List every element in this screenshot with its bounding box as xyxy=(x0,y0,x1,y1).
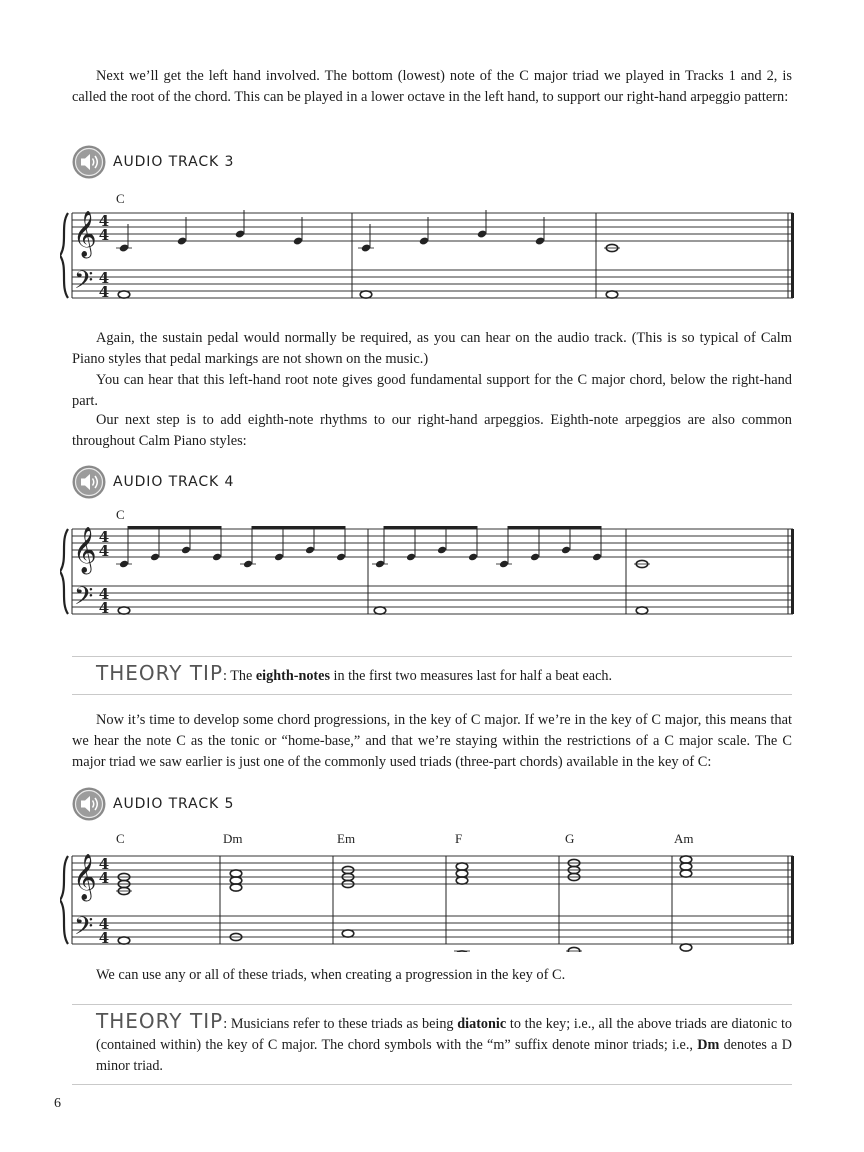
bass-clef-icon: 𝄢 xyxy=(74,582,94,617)
audio-track-3[interactable] xyxy=(72,144,234,180)
time-signature-bottom: 4 xyxy=(98,542,110,560)
whole-note xyxy=(680,944,692,951)
theory-tip-box xyxy=(72,1004,792,1085)
chord-symbol: G xyxy=(565,831,575,846)
intro-paragraph: Next we’ll get the left hand involved. The bottom (lowest) note of the C major triad we played in Tracks 1 and 2, is called the root of the chord. This can be played in a lower octave in the left hand, to support our right-hand arpeggio pattern: xyxy=(72,68,792,105)
whole-note xyxy=(230,870,242,877)
time-signature-bottom: 4 xyxy=(98,283,110,301)
time-signature-bottom: 4 xyxy=(98,929,110,947)
treble-clef-icon: 𝄞 xyxy=(73,854,97,900)
bass-clef-icon: 𝄢 xyxy=(74,912,94,947)
audio-track-5[interactable] xyxy=(72,786,234,822)
whole-note xyxy=(636,607,648,614)
beam xyxy=(508,526,602,529)
tip-text: in the first two measures last for half a beat each. xyxy=(329,668,613,684)
whole-note xyxy=(360,291,372,298)
chord-symbol: C xyxy=(116,191,125,206)
music-score-track-4 xyxy=(60,502,800,620)
chord-symbol: C xyxy=(116,831,125,846)
whole-note xyxy=(606,291,618,298)
tip-text: to the key; i.e., all the above triads are diatonic to (contained within) the key of C major. The chord symbols with the “m” suffix denote minor triads; i.e., xyxy=(96,1016,792,1053)
grand-staff-brace xyxy=(60,856,68,944)
final-barline-thick xyxy=(791,529,794,614)
track-label: AUDIO TRACK 5 xyxy=(113,796,235,812)
whole-note xyxy=(374,607,386,614)
whole-note xyxy=(680,863,692,870)
whole-note xyxy=(118,291,130,298)
beam xyxy=(252,526,346,529)
beam xyxy=(384,526,478,529)
audio-track-4[interactable] xyxy=(72,464,234,500)
whole-note xyxy=(230,884,242,891)
time-signature-top: 4 xyxy=(98,269,110,287)
body-paragraph: Again, the sustain pedal would normally be required, as you can hear on the audio track. (This is so typical of Calm Piano styles that pedal markings are not shown on the music.) xyxy=(72,330,792,367)
beam xyxy=(128,526,222,529)
tip-colon: : xyxy=(223,1016,228,1032)
chord-symbol: Em xyxy=(337,831,356,846)
time-signature-bottom: 4 xyxy=(98,599,110,617)
theory-tip-heading: THEORY TIP xyxy=(96,661,224,685)
whole-note xyxy=(456,877,468,884)
treble-clef-icon: 𝄞 xyxy=(73,527,97,573)
theory-tip-heading: THEORY TIP xyxy=(96,1009,224,1033)
chord-symbol: Dm xyxy=(223,831,243,846)
body-paragraph: Now it’s time to develop some chord progressions, in the key of C major. If we’re in the key of C major, this means that we hear the note C as the tonic or “home-base,” and that we’re staying within the restrictions of a C major scale. The C major triad we saw earlier is just one of the commonly used triads (three-part chords) available in the key of C: xyxy=(72,712,792,770)
track-label: AUDIO TRACK 4 xyxy=(113,474,235,490)
grand-staff-brace xyxy=(60,529,68,614)
final-barline-thick xyxy=(791,856,794,944)
tip-bold-term: diatonic xyxy=(457,1016,507,1032)
whole-note xyxy=(456,951,468,952)
tip-bold-term: eighth-notes xyxy=(255,668,330,684)
whole-note xyxy=(680,856,692,863)
body-paragraph: Our next step is to add eighth-note rhythms to our right-hand arpeggios. Eighth-note arpeggios are also common throughout Calm Piano styles: xyxy=(72,412,792,449)
track-label: AUDIO TRACK 3 xyxy=(113,154,235,170)
tip-bold-term: Dm xyxy=(697,1037,720,1053)
whole-note xyxy=(118,607,130,614)
treble-clef-icon: 𝄞 xyxy=(73,211,97,257)
tip-text: Musicians refer to these triads as being xyxy=(227,1016,458,1032)
chord-symbol: C xyxy=(116,507,125,522)
chord-symbol: Am xyxy=(674,831,694,846)
time-signature-top: 4 xyxy=(98,915,110,933)
chord-symbol: F xyxy=(455,831,463,846)
speaker-icon xyxy=(72,465,106,499)
time-signature-top: 4 xyxy=(98,212,110,230)
tip-text: The xyxy=(226,668,256,684)
whole-note xyxy=(680,870,692,877)
whole-note xyxy=(342,930,354,937)
whole-note xyxy=(230,877,242,884)
time-signature-top: 4 xyxy=(98,528,110,546)
whole-note xyxy=(456,870,468,877)
time-signature-top: 4 xyxy=(98,585,110,603)
whole-note xyxy=(118,937,130,944)
time-signature-top: 4 xyxy=(98,855,110,873)
speaker-icon xyxy=(72,145,106,179)
body-paragraph: You can hear that this left-hand root note gives good fundamental support for the C major chord, below the right-hand part. xyxy=(72,372,792,409)
page-number: 6 xyxy=(54,1096,61,1111)
music-score-track-3 xyxy=(60,186,800,304)
tip-colon: : xyxy=(223,668,227,684)
body-paragraph: We can use any or all of these triads, when creating a progression in the key of C. xyxy=(96,967,566,983)
theory-tip-box xyxy=(72,656,792,695)
time-signature-bottom: 4 xyxy=(98,869,110,887)
whole-note xyxy=(456,863,468,870)
bass-clef-icon: 𝄢 xyxy=(74,266,94,301)
time-signature-bottom: 4 xyxy=(98,226,110,244)
speaker-icon xyxy=(72,787,106,821)
music-score-track-5 xyxy=(60,826,800,952)
final-barline-thick xyxy=(791,213,794,298)
grand-staff-brace xyxy=(60,213,68,298)
tip-text: denotes a D minor triad. xyxy=(96,1037,792,1074)
